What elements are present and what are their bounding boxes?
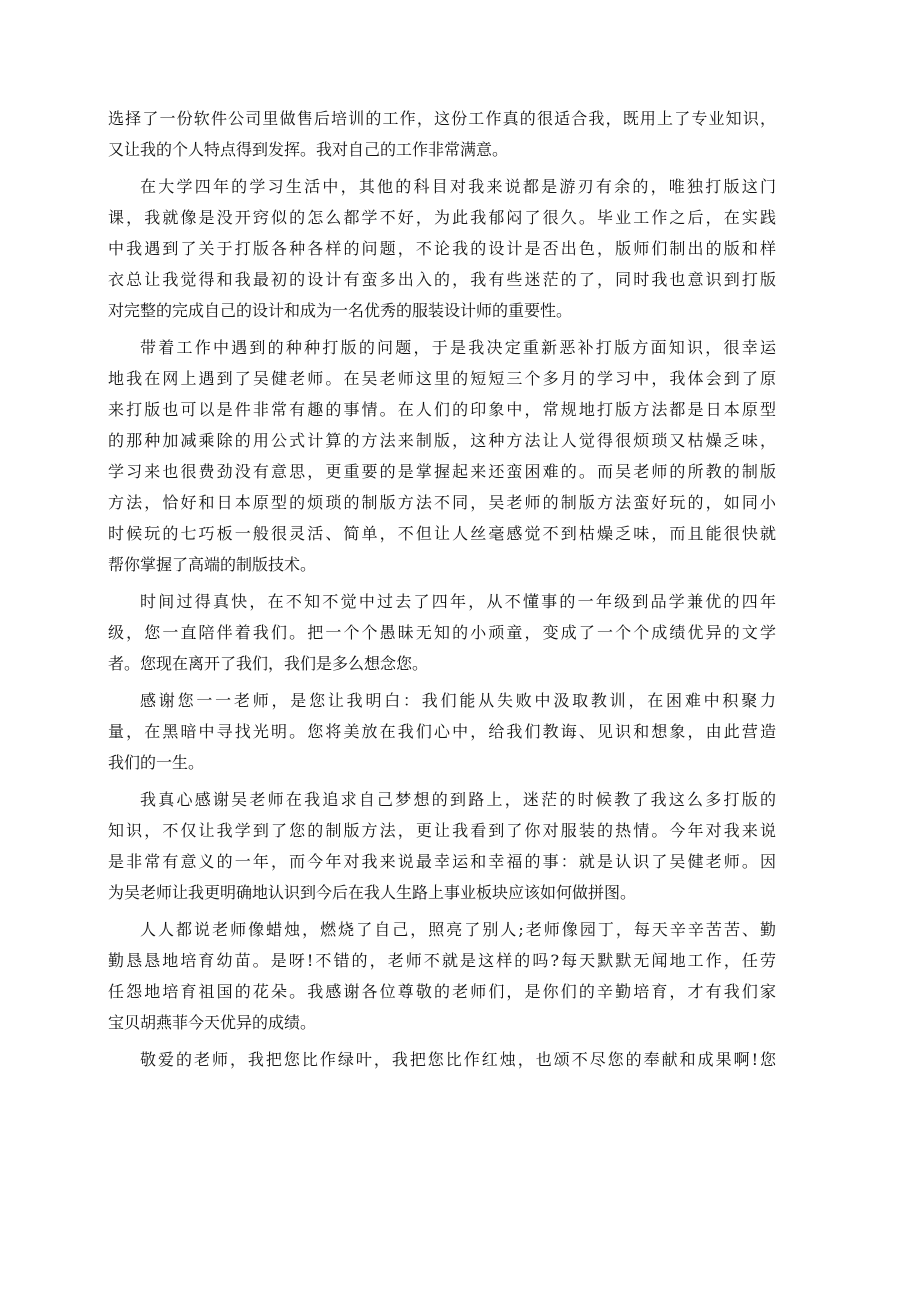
text-line: 时间过得真快，在不知不觉中过去了四年，从不懂事的一年级到品学兼优的四年 xyxy=(140,592,776,611)
text-line: 知识，不仅让我学到了您的制版方法，更让我看到了你对服装的热情。今年对我来说 xyxy=(108,821,776,840)
text-line: 学习来也很费劲没有意思，更重要的是掌握起来还蛮困难的。而吴老师的所教的制版 xyxy=(108,462,776,481)
text-line: 在大学四年的学习生活中，其他的科目对我来说都是游刃有余的，唯独打版这门 xyxy=(140,177,776,196)
text-line: 地我在网上遇到了吴健老师。在吴老师这里的短短三个多月的学习中，我体会到了原 xyxy=(108,369,776,388)
paragraph xyxy=(108,332,776,580)
paragraph xyxy=(108,586,776,679)
paragraph xyxy=(108,914,776,1038)
paragraph xyxy=(108,171,776,326)
text-line: 是非常有意义的一年，而今年对我来说最幸运和幸福的事：就是认识了吴健老师。因 xyxy=(108,852,776,871)
text-line: 人人都说老师像蜡烛，燃烧了自己，照亮了别人;老师像园丁，每天辛辛苦苦、勤 xyxy=(140,920,776,939)
document-body xyxy=(108,103,776,1081)
text-line: 者。您现在离开了我们，我们是多么想念您。 xyxy=(108,654,429,673)
text-line: 方法，恰好和日本原型的烦琐的制版方法不同，吴老师的制版方法蛮好玩的，如同小 xyxy=(108,493,776,512)
text-line: 时候玩的七巧板一般很灵活、简单，不但让人丝毫感觉不到枯燥乏味，而且能很快就 xyxy=(108,524,776,543)
text-line: 选择了一份软件公司里做售后培训的工作，这份工作真的很适合我，既用上了专业知识， xyxy=(108,109,776,128)
text-line: 我们的一生。 xyxy=(108,753,205,772)
text-line: 勤恳恳地培育幼苗。是呀!不错的，老师不就是这样的吗?每天默默无闻地工作，任劳 xyxy=(108,951,776,970)
text-line: 课，我就像是没开窍似的怎么都学不好，为此我郁闷了很久。毕业工作之后，在实践 xyxy=(108,208,776,227)
text-line: 感谢您一一老师，是您让我明白：我们能从失败中汲取教训，在困难中积聚力 xyxy=(140,691,776,710)
text-line: 来打版也可以是件非常有趣的事情。在人们的印象中，常规地打版方法都是日本原型 xyxy=(108,400,776,419)
paragraph xyxy=(108,1044,776,1075)
text-line: 对完整的完成自己的设计和成为一名优秀的服装设计师的重要性。 xyxy=(108,301,573,320)
text-line: 级，您一直陪伴着我们。把一个个愚昧无知的小顽童，变成了一个个成绩优异的文学 xyxy=(108,623,776,642)
text-line: 宝贝胡燕菲今天优异的成绩。 xyxy=(108,1013,317,1032)
paragraph xyxy=(108,685,776,778)
text-line: 帮你掌握了高端的制版技术。 xyxy=(108,555,317,574)
text-line: 我真心感谢吴老师在我追求自己梦想的到路上，迷茫的时候教了我这么多打版的 xyxy=(140,790,776,809)
paragraph xyxy=(108,103,776,165)
text-line: 的那种加减乘除的用公式计算的方法来制版，这种方法让人觉得很烦琐又枯燥乏味， xyxy=(108,431,776,450)
text-line: 任怨地培育祖国的花朵。我感谢各位尊敬的老师们，是你们的辛勤培育，才有我们家 xyxy=(108,982,776,1001)
text-line: 敬爱的老师，我把您比作绿叶，我把您比作红烛，也颂不尽您的奉献和成果啊!您 xyxy=(140,1050,776,1069)
text-line: 中我遇到了关于打版各种各样的问题，不论我的设计是否出色，版师们制出的版和样 xyxy=(108,239,776,258)
text-line: 带着工作中遇到的种种打版的问题，于是我决定重新恶补打版方面知识，很幸运 xyxy=(140,338,776,357)
text-line: 衣总让我觉得和我最初的设计有蛮多出入的，我有些迷茫的了，同时我也意识到打版 xyxy=(108,270,776,289)
text-line: 为吴老师让我更明确地认识到今后在我人生路上事业板块应该如何做拼图。 xyxy=(108,883,637,902)
text-line: 又让我的个人特点得到发挥。我对自己的工作非常满意。 xyxy=(108,140,509,159)
text-line: 量，在黑暗中寻找光明。您将美放在我们心中，给我们教诲、见识和想象，由此营造 xyxy=(108,722,776,741)
paragraph xyxy=(108,784,776,908)
